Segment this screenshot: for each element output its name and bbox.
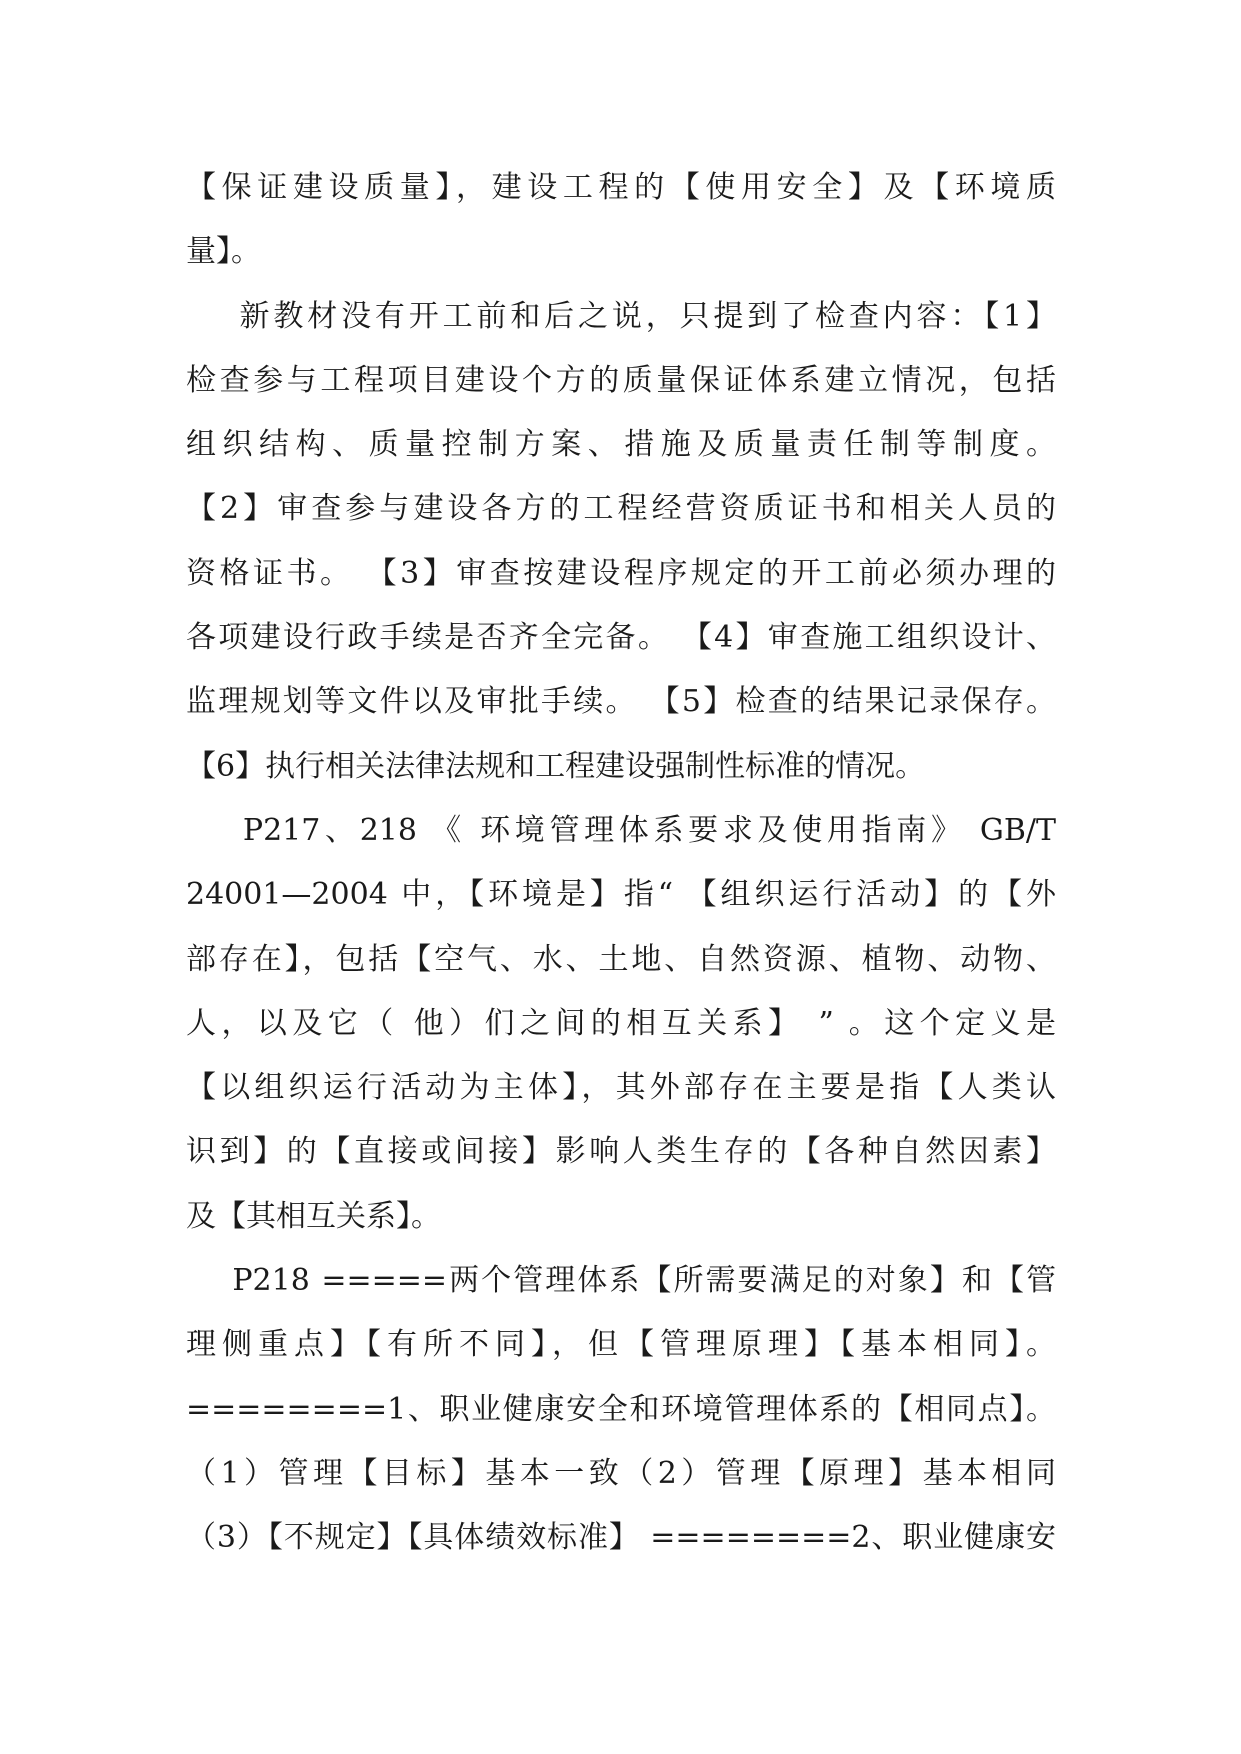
text-line: 【2】审查参与建设各方的工程经营资质证书和相关人员的 (186, 491, 1056, 527)
text-line: 24001—2004 中，【环境是】指“ 【组织运行活动】的【外 (186, 877, 1056, 913)
text-line: 资格证书。 【3】审查按建设程序规定的开工前必须办理的 (186, 555, 1056, 591)
text-line: 【保证建设质量】，建设工程的【使用安全】及【环境质 (186, 170, 1056, 205)
text-line: （3）【不规定】【具体绩效标准】 ========2、职业健康安 (186, 1520, 1056, 1556)
text-line: 检查参与工程项目建设个方的质量保证体系建立情况，包括 (186, 362, 1056, 398)
text-line: （1）管理【目标】基本一致（2）管理【原理】基本相同 (186, 1455, 1056, 1491)
text-line: 部存在】，包括【空气、水、土地、自然资源、植物、动物、 (186, 941, 1056, 977)
text-line: ========1、职业健康安全和环境管理体系的【相同点】。 (186, 1391, 1056, 1427)
document-body (186, 156, 1056, 1571)
text-line: 量】。 (186, 234, 261, 270)
text-line: 新教材没有开工前和后之说，只提到了检查内容：【1】 (186, 298, 1056, 334)
text-line: 【6】执行相关法律法规和工程建设强制性标准的情况。 (186, 748, 926, 784)
text-line: 【以组织运行活动为主体】，其外部存在主要是指【人类认 (186, 1070, 1056, 1106)
text-line: P218 =====两个管理体系【所需要满足的对象】和【管 (186, 1263, 1056, 1299)
text-line: 人，以及它（ 他）们之间的相互关系】 ” 。这个定义是 (186, 1005, 1056, 1041)
text-line: 组织结构、质量控制方案、措施及质量责任制等制度。 (186, 427, 1056, 463)
text-line: 识到】的【直接或间接】影响人类生存的【各种自然因素】 (186, 1134, 1056, 1170)
text-line: P217、218 《 环境管理体系要求及使用指南》 GB/T (186, 812, 1056, 848)
text-line: 各项建设行政手续是否齐全完备。 【4】审查施工组织设计、 (186, 620, 1056, 656)
text-line: 理侧重点】【有所不同】，但【管理原理】【基本相同】。 (186, 1327, 1056, 1363)
text-line: 及【其相互关系】。 (186, 1198, 441, 1234)
text-line: 监理规划等文件以及审批手续。 【5】检查的结果记录保存。 (186, 684, 1056, 720)
